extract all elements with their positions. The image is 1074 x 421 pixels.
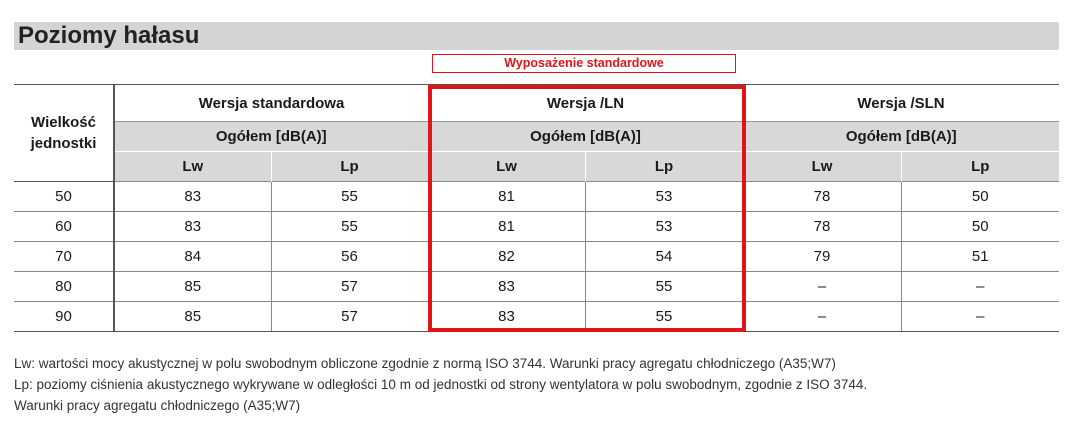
standard-equipment-label: Wyposażenie standardowe	[432, 54, 736, 73]
value-cell: 83	[428, 272, 585, 302]
value-cell: 57	[271, 302, 428, 332]
footnote-lw: Lw: wartości mocy akustycznej w polu swobodnym obliczone zgodnie z normą ISO 3744. Warunki pracy agregatu chłodniczego (A35;W7)	[14, 356, 836, 371]
value-cell: 85	[114, 272, 271, 302]
value-cell: 55	[585, 272, 743, 302]
value-cell: 50	[901, 212, 1059, 242]
overall-header-sln: Ogółem [dB(A)]	[743, 122, 1059, 152]
value-cell: 56	[271, 242, 428, 272]
value-cell: 79	[743, 242, 901, 272]
value-cell: –	[743, 302, 901, 332]
unit-size-cell: 70	[14, 242, 114, 272]
value-cell: 55	[271, 212, 428, 242]
version-sln-header: Wersja /SLN	[743, 85, 1059, 122]
lp-header-standard: Lp	[271, 152, 428, 182]
value-cell: 57	[271, 272, 428, 302]
noise-level-table	[14, 84, 1059, 332]
value-cell: –	[901, 302, 1059, 332]
unit-size-cell: 80	[14, 272, 114, 302]
section-title: Poziomy hałasu	[14, 22, 1059, 50]
value-cell: 53	[585, 212, 743, 242]
lp-header-sln: Lp	[901, 152, 1059, 182]
lw-header-standard: Lw	[114, 152, 271, 182]
value-cell: –	[901, 272, 1059, 302]
version-ln-header: Wersja /LN	[428, 85, 743, 122]
lw-header-ln: Lw	[428, 152, 585, 182]
value-cell: 53	[585, 182, 743, 212]
unit-size-cell: 90	[14, 302, 114, 332]
lw-header-sln: Lw	[743, 152, 901, 182]
value-cell: 55	[585, 302, 743, 332]
value-cell: 81	[428, 212, 585, 242]
value-cell: –	[743, 272, 901, 302]
value-cell: 51	[901, 242, 1059, 272]
unit-size-cell: 60	[14, 212, 114, 242]
value-cell: 54	[585, 242, 743, 272]
table-row	[14, 242, 1059, 272]
table-row	[14, 182, 1059, 212]
table-row	[14, 272, 1059, 302]
value-cell: 78	[743, 212, 901, 242]
unit-size-cell: 50	[14, 182, 114, 212]
value-cell: 85	[114, 302, 271, 332]
value-cell: 83	[114, 212, 271, 242]
value-cell: 83	[114, 182, 271, 212]
table-row	[14, 302, 1059, 332]
value-cell: 82	[428, 242, 585, 272]
footnote-lp: Lp: poziomy ciśnienia akustycznego wykrywane w odległości 10 m od jednostki od strony wentylatora w polu swobodnym, zgodnie z ISO 3744.	[14, 377, 868, 392]
table-row	[14, 212, 1059, 242]
value-cell: 84	[114, 242, 271, 272]
footnote-conditions: Warunki pracy agregatu chłodniczego (A35;W7)	[14, 398, 301, 413]
value-cell: 81	[428, 182, 585, 212]
value-cell: 78	[743, 182, 901, 212]
value-cell: 50	[901, 182, 1059, 212]
value-cell: 83	[428, 302, 585, 332]
value-cell: 55	[271, 182, 428, 212]
overall-header-ln: Ogółem [dB(A)]	[428, 122, 743, 152]
version-standard-header: Wersja standardowa	[114, 85, 428, 122]
unit-size-header: Wielkość jednostki	[14, 85, 114, 182]
lp-header-ln: Lp	[585, 152, 743, 182]
overall-header-standard: Ogółem [dB(A)]	[114, 122, 428, 152]
footnotes	[14, 353, 1059, 416]
